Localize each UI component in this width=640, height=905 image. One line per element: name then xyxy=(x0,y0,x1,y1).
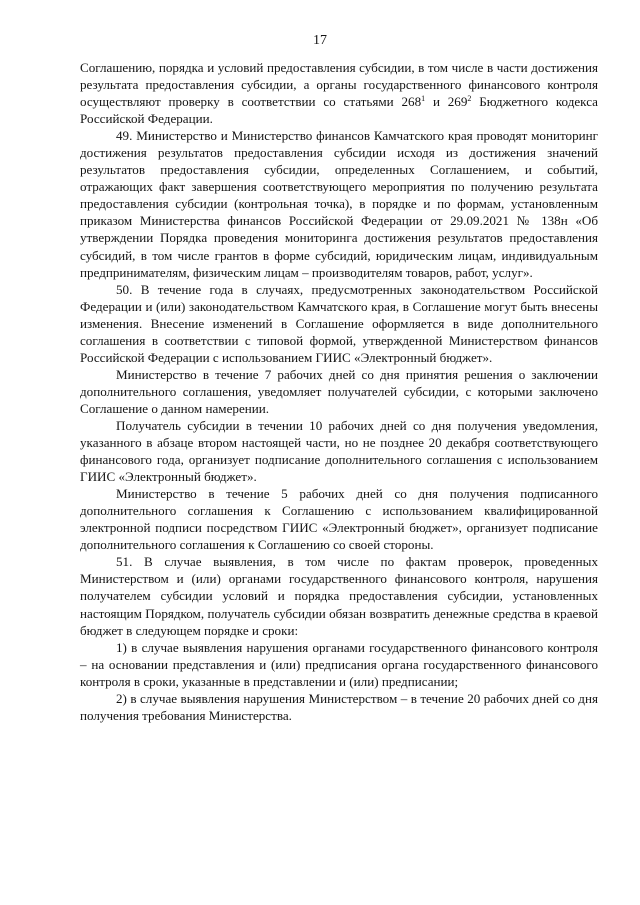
paragraph-50: 50. В течение года в случаях, предусмотренных законодательством Российской Федерации и (или) законодательством Камчатского края, в Соглашение могут быть внесены изменения. Внесение изменений в Соглашение оформляется в виде дополнительного соглашения в соответствии с типовой формой, утвержденной Министерством финансов Российской Федерации с использованием ГИИС «Электронный бюджет». xyxy=(80,281,598,365)
paragraph-50-recipient-signs: Получатель субсидии в течении 10 рабочих дней со дня получения уведомления, указанного в абзаце втором настоящей части, но не позднее 20 декабря соответствующего финансового года, организует подписание дополнительного соглашения с использованием ГИИС «Электронный бюджет». xyxy=(80,417,598,485)
paragraph-continuation: Соглашению, порядка и условий предоставления субсидии, в том числе в части достижения результата предоставления субсидии, а органы государственного финансового контроля осуществляют проверку в соответствии со статьями $268^1$ и $269^2$ Бюджетного кодекса Российской Федерации. xyxy=(80,60,598,127)
footnote-superscript: 2 xyxy=(467,94,472,104)
paragraph-51-item-2: 2) в случае выявления нарушения Министерством – в течение 20 рабочих дней со дня получения требования Министерства. xyxy=(80,690,598,723)
page-number: 17 xyxy=(313,33,327,48)
paragraph-51-item-1: 1) в случае выявления нарушения органами государственного финансового контроля – на основании представления и (или) предписания органа государственного финансового контроля в сроки, указанные в представлении и (или) предписании; xyxy=(80,639,598,689)
paragraph-51: 51. В случае выявления, в том числе по фактам проверок, проведенных Министерством и (или) органами государственного финансового контроля, нарушения получателем субсидии условий и порядка предоставления субсидии, установленных настоящим Порядком, получатель субсидии обязан возвратить денежные средства в краевой бюджет в следующем порядке и сроки: xyxy=(80,554,598,638)
document-body xyxy=(80,59,598,724)
paragraph-50-ministry-signs: Министерство в течение 5 рабочих дней со дня получения подписанного дополнительного соглашения к Соглашению с использованием квалифицированной электронной подписи посредством ГИИС «Электронный бюджет», организует подписание дополнительного соглашения к Соглашению со своей стороны. xyxy=(80,486,598,553)
paragraph-50-ministry-notice: Министерство в течение 7 рабочих дней со дня принятия решения о заключении дополнительного соглашения, уведомляет получателей субсидии, с которыми заключено Соглашение о данном намерении. xyxy=(80,366,598,416)
paragraph-49: 49. Министерство и Министерство финансов Камчатского края проводят мониторинг достижения результатов предоставления субсидии исходя из достижения значений результатов предоставления субсидии, определенных Соглашением, и событий, отражающих факт завершения соответствующего мероприятия по получению результата предоставления субсидии (контрольная точка), в порядке и по формам, установленным приказом Министерства финансов Российской Федерации от 29.09.2021 № 138н «Об утверждении Порядка проведения мониторинга достижения результатов предоставления субсидий, в том числе грантов в форме субсидий, юридическим лицам, индивидуальным предпринимателям, физическим лицам – производителям товаров, работ, услуг». xyxy=(80,128,598,280)
footnote-superscript: 1 xyxy=(421,94,426,104)
